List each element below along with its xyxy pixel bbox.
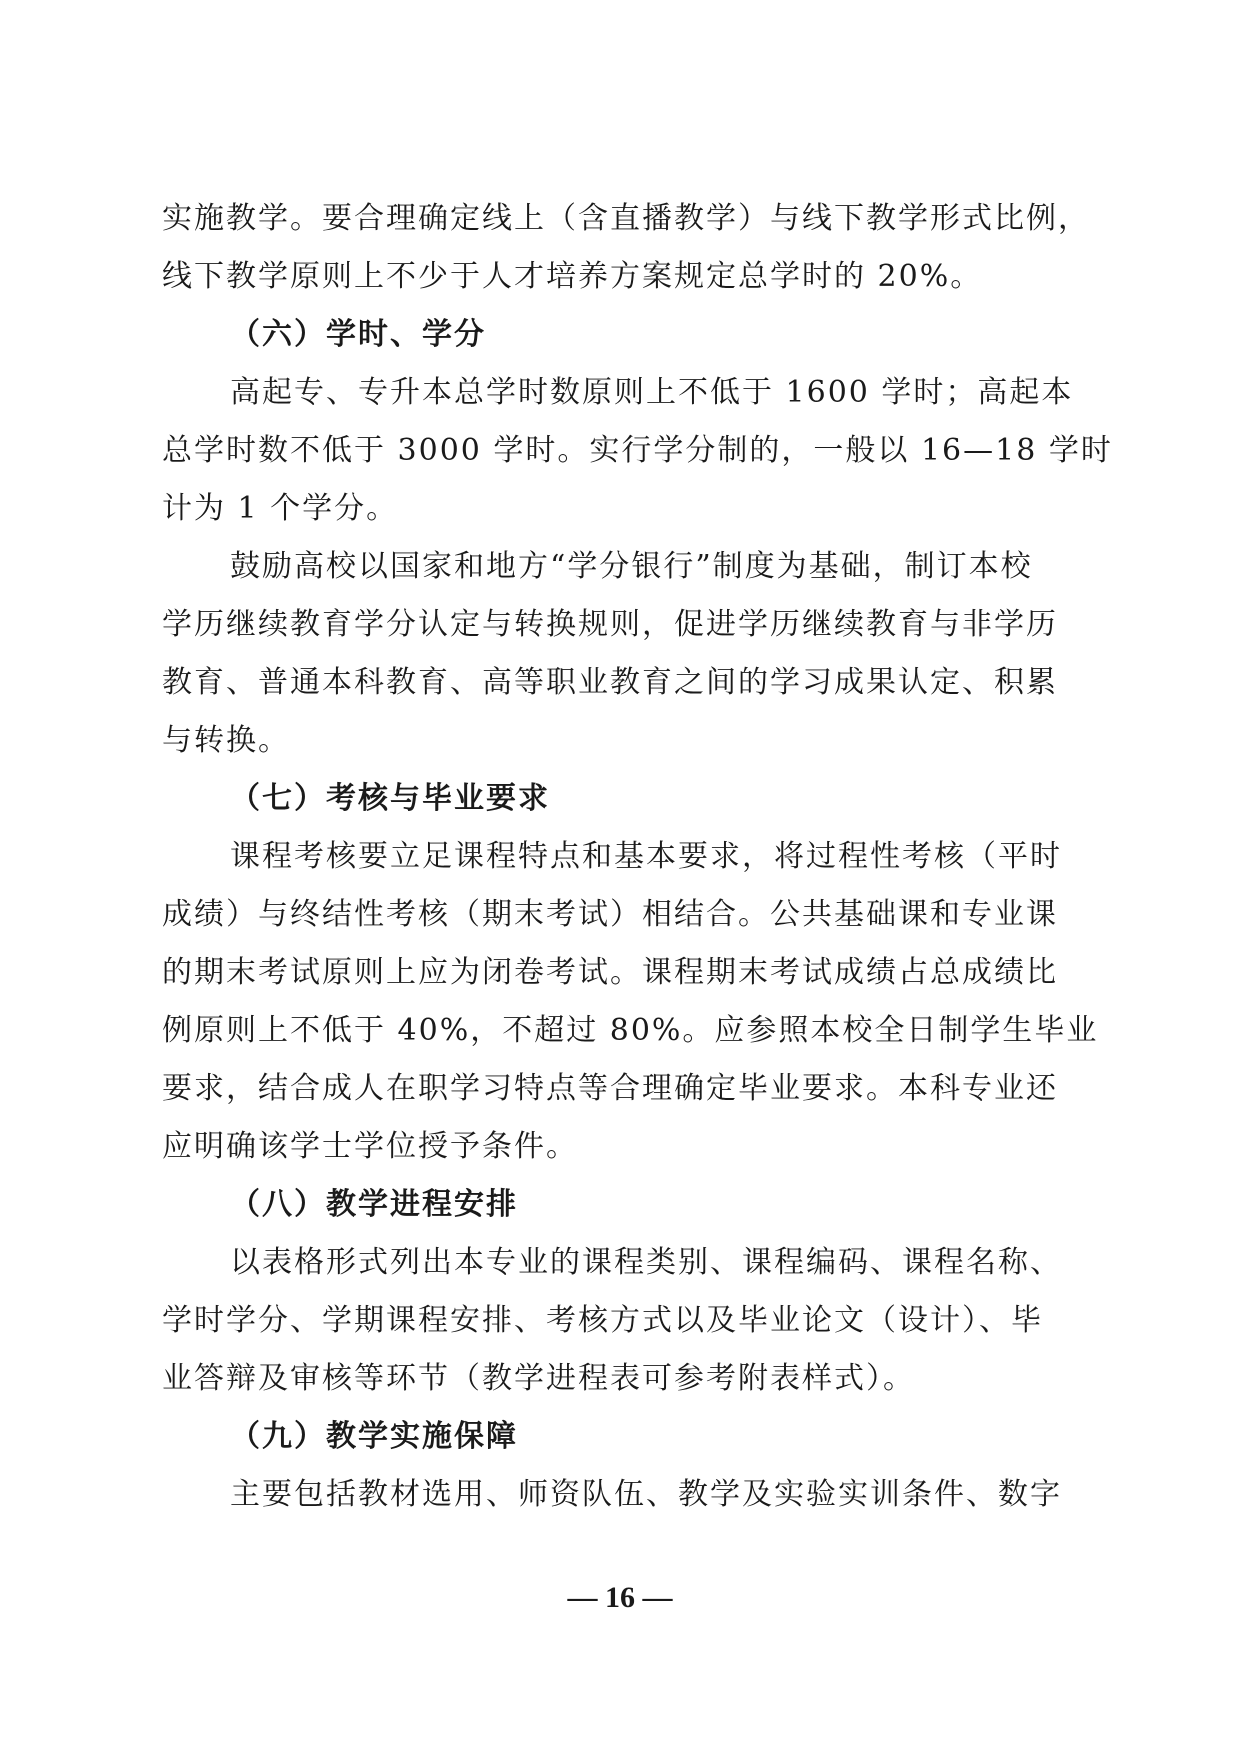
paragraph-line: 要求，结合成人在职学习特点等合理确定毕业要求。本科专业还 (162, 1071, 1058, 1106)
paragraph-line: 业答辩及审核等环节（教学进程表可参考附表样式）。 (162, 1361, 915, 1396)
paragraph-line: 课程考核要立足课程特点和基本要求，将过程性考核（平时 (230, 839, 1062, 874)
paragraph-line: 与转换。 (162, 723, 290, 758)
paragraph-line: 计为 1 个学分。 (162, 491, 399, 526)
section-heading-9: （九）教学实施保障 (230, 1419, 518, 1454)
paragraph-line: 成绩）与终结性考核（期末考试）相结合。公共基础课和专业课 (162, 897, 1058, 932)
paragraph-line: 应明确该学士学位授予条件。 (162, 1129, 578, 1164)
paragraph-line: 总学时数不低于 3000 学时。实行学分制的，一般以 16—18 学时 (162, 433, 1113, 468)
paragraph-line: 的期末考试原则上应为闭卷考试。课程期末考试成绩占总成绩比 (162, 955, 1058, 990)
paragraph-line: 线下教学原则上不少于人才培养方案规定总学时的 20%。 (162, 259, 983, 294)
paragraph-line: 高起专、专升本总学时数原则上不低于 1600 学时；高起本 (230, 375, 1074, 410)
section-heading-8: （八）教学进程安排 (230, 1187, 518, 1222)
paragraph-line: 鼓励高校以国家和地方“学分银行”制度为基础，制订本校 (230, 549, 1033, 584)
paragraph-line: 以表格形式列出本专业的课程类别、课程编码、课程名称、 (230, 1245, 1062, 1280)
paragraph-line: 例原则上不低于 40%，不超过 80%。应参照本校全日制学生毕业 (162, 1013, 1099, 1048)
section-heading-6: （六）学时、学分 (230, 317, 486, 352)
paragraph-line: 主要包括教材选用、师资队伍、教学及实验实训条件、数字 (230, 1477, 1062, 1512)
document-body (162, 190, 1113, 1524)
paragraph-line: 学历继续教育学分认定与转换规则，促进学历继续教育与非学历 (162, 607, 1058, 642)
paragraph-line: 教育、普通本科教育、高等职业教育之间的学习成果认定、积累 (162, 665, 1058, 700)
paragraph-line: 实施教学。要合理确定线上（含直播教学）与线下教学形式比例， (162, 201, 1090, 236)
paragraph-line: 学时学分、学期课程安排、考核方式以及毕业论文（设计）、毕 (162, 1303, 1043, 1338)
page-number: — 16 — (567, 1581, 673, 1614)
section-heading-7: （七）考核与毕业要求 (230, 781, 550, 816)
